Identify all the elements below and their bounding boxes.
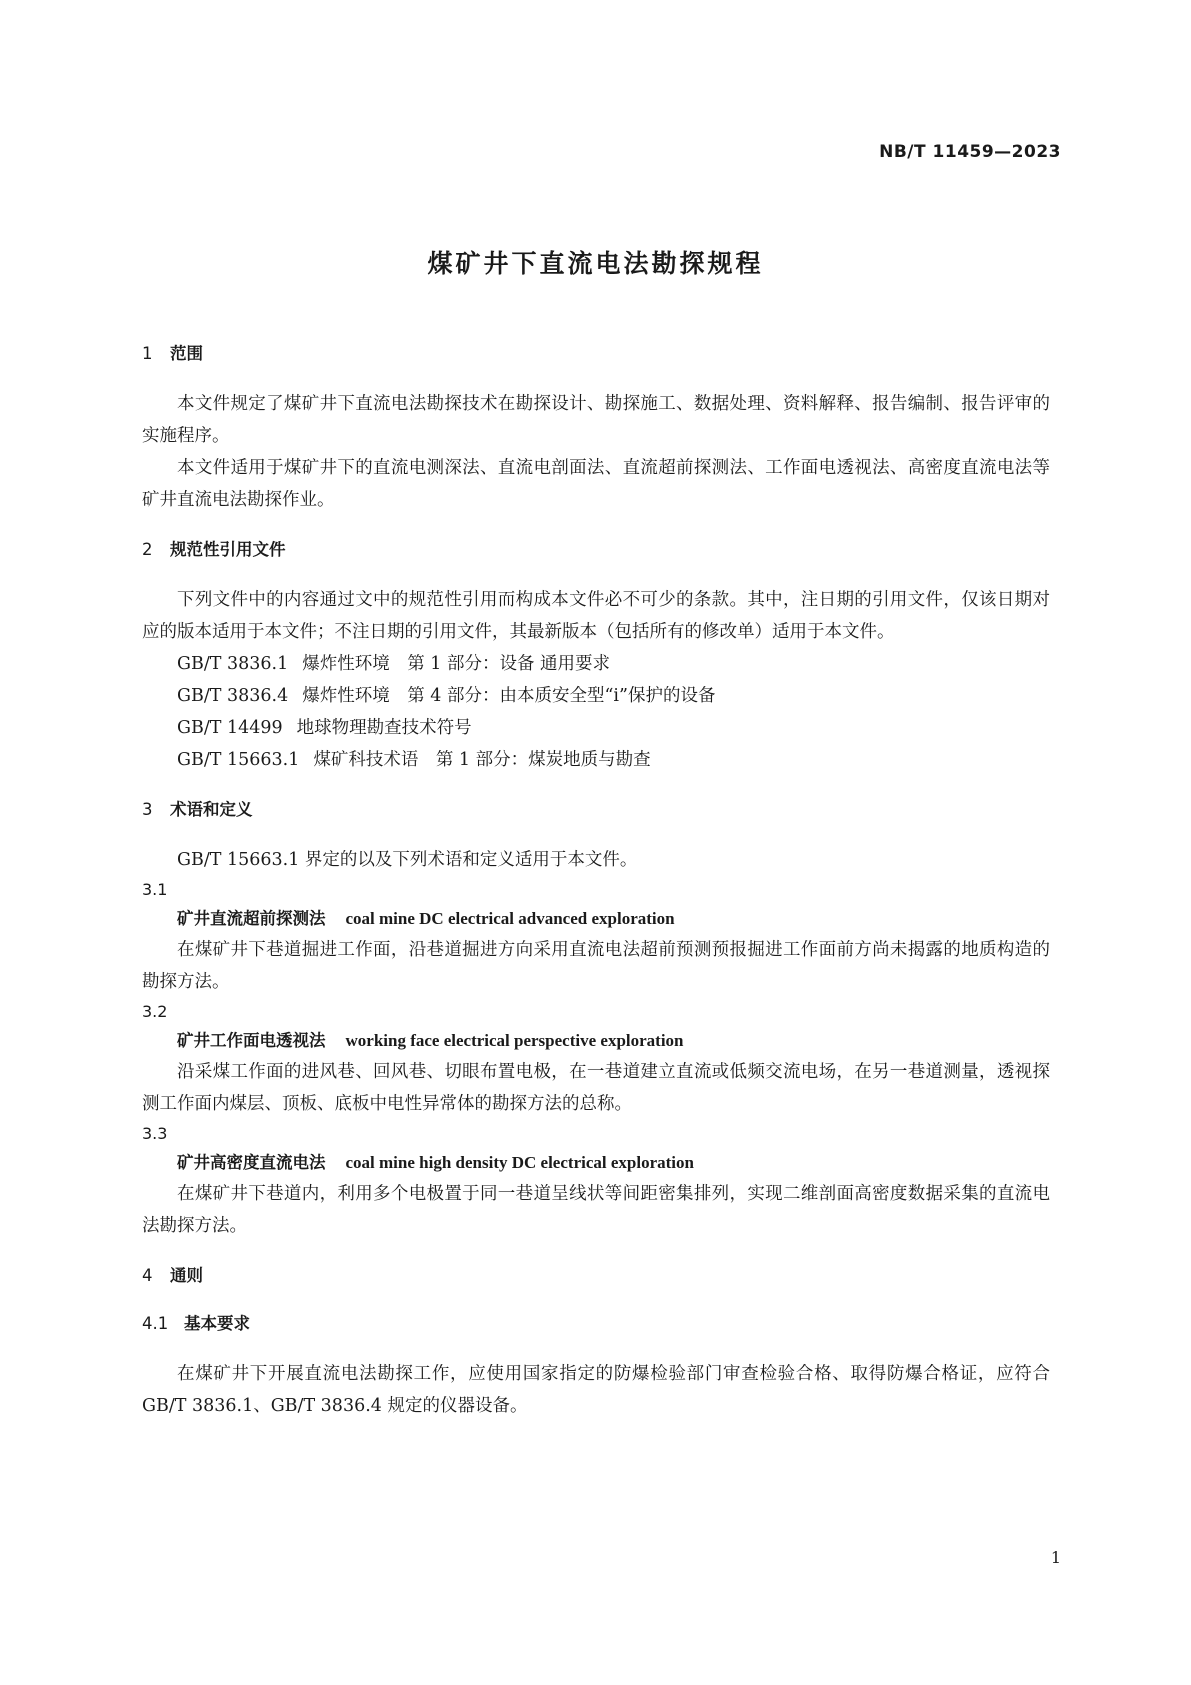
reference-code: GB/T 14499 <box>177 718 283 738</box>
section-title: 范围 <box>170 344 203 363</box>
term-name-zh: 矿井高密度直流电法 <box>177 1153 326 1172</box>
document-title: 煤矿井下直流电法勘探规程 <box>427 249 764 278</box>
term-name-en: coal mine DC electrical advanced exploration <box>345 909 675 928</box>
section-title: 通则 <box>170 1266 203 1285</box>
paragraph: 在煤矿井下开展直流电法勘探工作，应使用国家指定的防爆检验部门审查检验合格、取得防爆合格证，应符合 GB/T 3836.1、GB/T 3836.4 规定的仪器设备。 <box>142 1364 1050 1416</box>
reference-title: 爆炸性环境 第 1 部分：设备 通用要求 <box>302 654 611 674</box>
term-definition: 在煤矿井下巷道掘进工作面，沿巷道掘进方向采用直流电法超前预测预报掘进工作面前方尚未揭露的地质构造的勘探方法。 <box>142 940 1050 992</box>
reference-item <box>142 680 1050 712</box>
reference-title: 煤矿科技术语 第 1 部分：煤炭地质与勘查 <box>313 750 651 770</box>
subsection-title: 基本要求 <box>184 1314 250 1333</box>
section-2-heading <box>142 536 1050 564</box>
term-name-zh: 矿井工作面电透视法 <box>177 1031 326 1050</box>
subsection-4-1-heading <box>142 1310 1050 1338</box>
term-definition: 在煤矿井下巷道内，利用多个电极置于同一巷道呈线状等间距密集排列，实现二维剖面高密度数据采集的直流电法勘探方法。 <box>142 1184 1050 1236</box>
paragraph: 本文件规定了煤矿井下直流电法勘探技术在勘探设计、勘探施工、数据处理、资料解释、报告编制、报告评审的实施程序。 <box>142 394 1050 446</box>
section-1-heading <box>142 340 1050 368</box>
subsection-number: 4.1 <box>142 1314 169 1333</box>
reference-item <box>142 712 1050 744</box>
standard-code: NB/T 11459—2023 <box>879 142 1061 162</box>
paragraph: 本文件适用于煤矿井下的直流电测深法、直流电剖面法、直流超前探测法、工作面电透视法、高密度直流电法等矿井直流电法勘探作业。 <box>142 458 1050 510</box>
paragraph: GB/T 15663.1 界定的以及下列术语和定义适用于本文件。 <box>177 850 638 870</box>
term-name <box>142 1148 1050 1178</box>
term-number: 3.1 <box>142 880 168 899</box>
term-name-en: coal mine high density DC electrical exploration <box>345 1153 694 1172</box>
reference-item <box>142 648 1050 680</box>
term-number: 3.2 <box>142 1002 168 1021</box>
term-name <box>142 1026 1050 1056</box>
reference-title: 爆炸性环境 第 4 部分：由本质安全型“i”保护的设备 <box>302 686 716 706</box>
term-number: 3.3 <box>142 1124 168 1143</box>
section-title: 术语和定义 <box>170 800 253 819</box>
section-number: 3 <box>142 800 153 819</box>
section-title: 规范性引用文件 <box>170 540 286 559</box>
section-4-heading <box>142 1262 1050 1290</box>
section-3-heading <box>142 796 1050 824</box>
reference-title: 地球物理勘查技术符号 <box>296 718 472 738</box>
term-name-zh: 矿井直流超前探测法 <box>177 909 326 928</box>
term-name-en: working face electrical perspective exploration <box>345 1031 684 1050</box>
paragraph: 下列文件中的内容通过文中的规范性引用而构成本文件必不可少的条款。其中，注日期的引用文件，仅该日期对应的版本适用于本文件；不注日期的引用文件，其最新版本（包括所有的修改单）适用于本文件。 <box>142 590 1050 642</box>
reference-code: GB/T 3836.1 <box>177 654 289 674</box>
term-name <box>142 904 1050 934</box>
section-number: 4 <box>142 1266 153 1285</box>
section-number: 1 <box>142 344 153 363</box>
reference-code: GB/T 15663.1 <box>177 750 300 770</box>
document-body <box>142 340 1050 1422</box>
reference-code: GB/T 3836.4 <box>177 686 289 706</box>
term-definition: 沿采煤工作面的进风巷、回风巷、切眼布置电极，在一巷道建立直流或低频交流电场，在另一巷道测量，透视探测工作面内煤层、顶板、底板中电性异常体的勘探方法的总称。 <box>142 1062 1050 1114</box>
page-number: 1 <box>1050 1548 1061 1567</box>
reference-item <box>142 744 1050 776</box>
section-number: 2 <box>142 540 153 559</box>
